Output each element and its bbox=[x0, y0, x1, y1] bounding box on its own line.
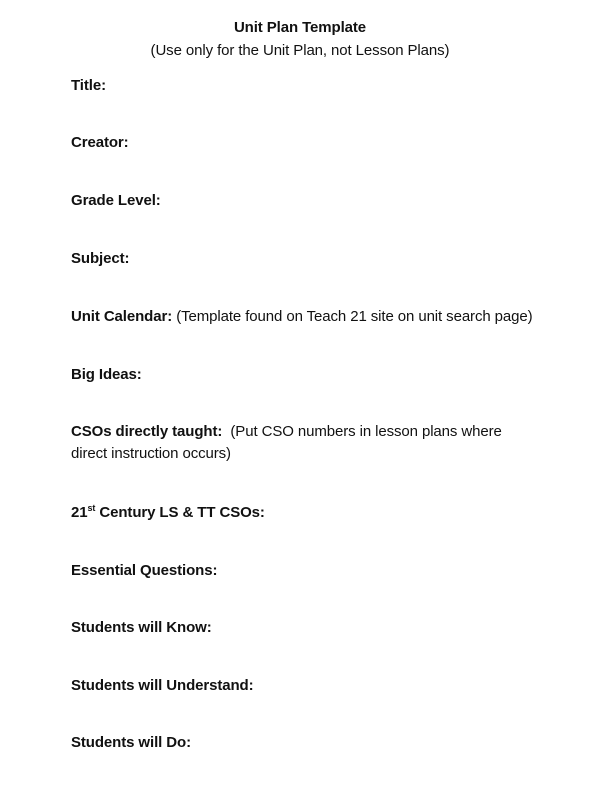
title-label: Title: bbox=[71, 77, 106, 94]
essential-questions-label: Essential Questions: bbox=[71, 562, 218, 579]
field-students-understand bbox=[71, 675, 541, 697]
field-21st-century-csos bbox=[71, 502, 541, 524]
field-unit-calendar bbox=[71, 306, 541, 328]
field-students-know bbox=[71, 617, 541, 639]
document-subtitle: (Use only for the Unit Plan, not Lesson Plans) bbox=[150, 42, 450, 59]
field-title bbox=[71, 75, 541, 97]
csos-directly-taught-note: (Put CSO numbers in lesson plans where direct instruction occurs) bbox=[71, 423, 502, 462]
field-grade-level bbox=[71, 190, 541, 212]
field-big-ideas bbox=[71, 364, 541, 386]
students-know-label: Students will Know: bbox=[71, 619, 212, 636]
field-csos-directly-taught bbox=[71, 421, 541, 465]
century-number: 21 bbox=[71, 504, 88, 521]
big-ideas-label: Big Ideas: bbox=[71, 366, 142, 383]
students-do-label: Students will Do: bbox=[71, 734, 191, 751]
field-essential-questions bbox=[71, 560, 541, 582]
unit-calendar-note: (Template found on Teach 21 site on unit search page) bbox=[176, 308, 533, 325]
field-subject bbox=[71, 248, 541, 270]
field-students-do bbox=[71, 732, 541, 754]
field-creator bbox=[71, 132, 541, 154]
century-csos-label-group bbox=[71, 504, 265, 521]
century-ordinal: st bbox=[87, 503, 96, 513]
creator-label: Creator: bbox=[71, 134, 129, 151]
century-csos-label: Century LS & TT CSOs: bbox=[99, 504, 265, 521]
subject-label: Subject: bbox=[71, 250, 130, 267]
csos-directly-taught-label: CSOs directly taught: bbox=[71, 423, 223, 440]
document-title: Unit Plan Template bbox=[233, 19, 367, 36]
grade-level-label: Grade Level: bbox=[71, 192, 161, 209]
unit-calendar-label: Unit Calendar: bbox=[71, 308, 173, 325]
students-understand-label: Students will Understand: bbox=[71, 677, 254, 694]
